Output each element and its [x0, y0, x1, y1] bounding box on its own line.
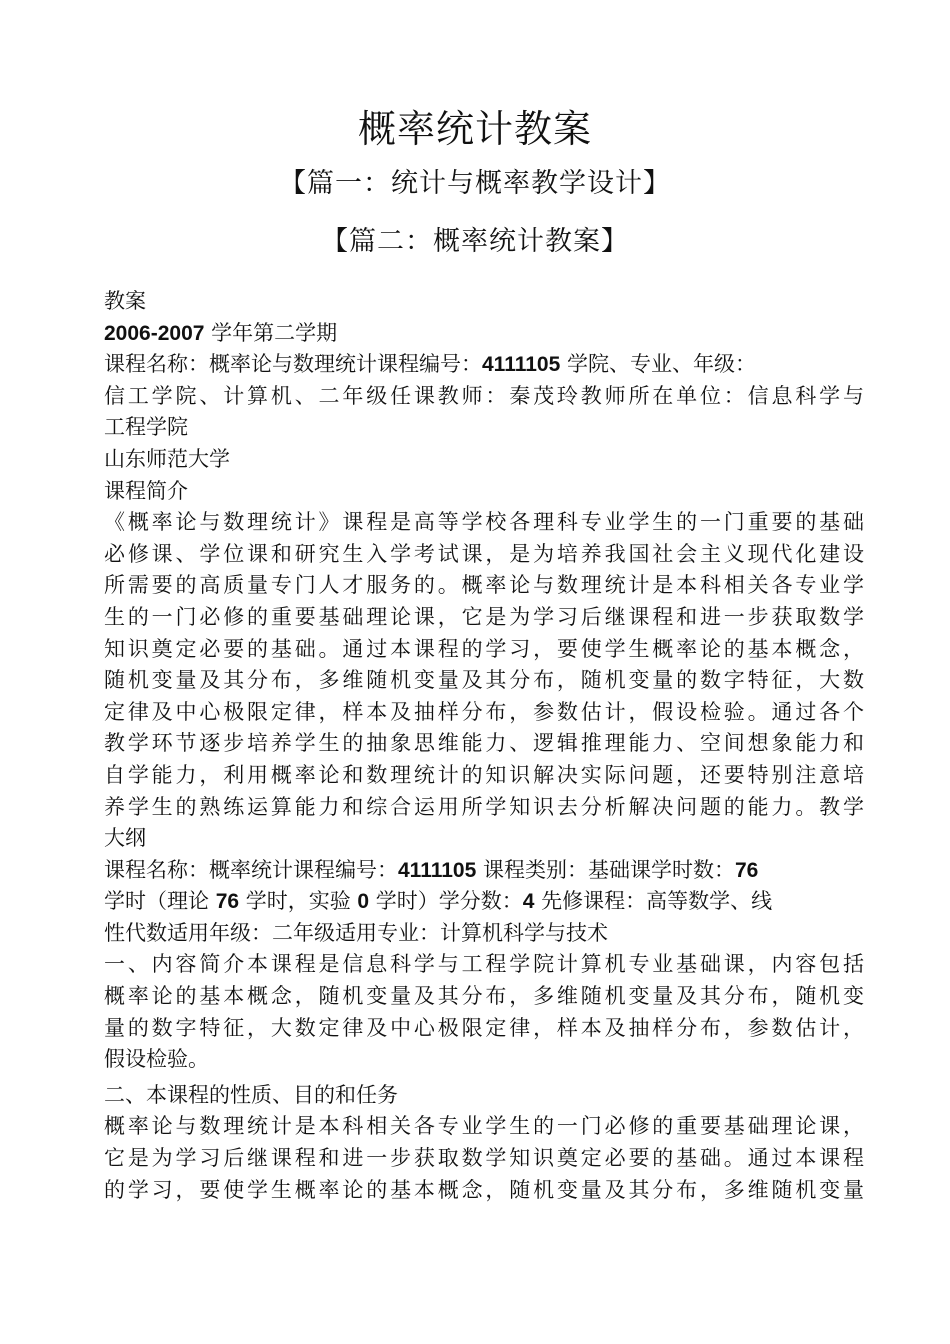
body-line: 知识奠定必要的基础。通过本课程的学习，要使学生概率论的基本概念，: [104, 636, 864, 661]
body-line: 的学习，要使学生概率论的基本概念，随机变量及其分布，多维随机变量: [104, 1177, 864, 1202]
body-line: 必修课、学位课和研究生入学考试课，是为培养我国社会主义现代化建设: [104, 541, 864, 566]
section-heading-2: 【篇二：概率统计教案】: [321, 226, 629, 257]
body-line: 概率论与数理统计是本科相关各专业学生的一门必修的重要基础理论课，: [104, 1114, 864, 1139]
body-line: 假设检验。: [104, 1047, 209, 1072]
body-line: 学时（理论 76 学时，实验 0 学时）学分数：4 先修课程：高等数学、线: [104, 889, 773, 914]
body-line: 《概率论与数理统计》课程是高等学校各理科专业学生的一门重要的基础: [104, 510, 864, 535]
body-line: 山东师范大学: [104, 446, 230, 471]
body-line: 2006-2007 学年第二学期: [104, 320, 338, 345]
document-title: 概率统计教案: [357, 107, 592, 151]
body-line: 随机变量及其分布，多维随机变量及其分布，随机变量的数字特征，大数: [104, 668, 864, 693]
section-heading-1: 【篇一：统计与概率教学设计】: [279, 168, 671, 199]
body-line: 二、本课程的性质、目的和任务: [104, 1082, 398, 1107]
body-line: 它是为学习后继课程和进一步获取数学知识奠定必要的基础。通过本课程: [104, 1146, 864, 1171]
body-line: 工程学院: [104, 415, 188, 440]
body-line: 概率论的基本概念，随机变量及其分布，多维随机变量及其分布，随机变: [104, 984, 864, 1009]
body-line: 一、内容简介本课程是信息科学与工程学院计算机专业基础课，内容包括: [104, 952, 864, 977]
body-line: 大纲: [104, 826, 146, 851]
body-line: 所需要的高质量专门人才服务的。概率论与数理统计是本科相关各专业学: [104, 573, 864, 598]
body-line: 养学生的熟练运算能力和综合运用所学知识去分析解决问题的能力。教学: [104, 794, 864, 819]
body-line: 信工学院、计算机、二年级任课教师：秦茂玲教师所在单位：信息科学与: [104, 383, 864, 408]
body-line: 自学能力，利用概率论和数理统计的知识解决实际问题，还要特别注意培: [104, 762, 864, 787]
body-line: 定律及中心极限定律，样本及抽样分布，参数估计，假设检验。通过各个: [104, 699, 864, 724]
body-line: 性代数适用年级：二年级适用专业：计算机科学与技术: [104, 920, 608, 945]
body-line: 生的一门必修的重要基础理论课，它是为学习后继课程和进一步获取数学: [104, 604, 864, 629]
body-line: 教学环节逐步培养学生的抽象思维能力、逻辑推理能力、空间想象能力和: [104, 731, 864, 756]
body-line: 课程名称：概率统计课程编号：4111105 课程类别：基础课学时数：76: [104, 857, 759, 882]
body-line: 量的数字特征，大数定律及中心极限定律，样本及抽样分布，参数估计，: [104, 1015, 864, 1040]
document-body: [104, 286, 864, 1206]
body-line: 课程名称：概率论与数理统计课程编号：4111105 学院、专业、年级：: [104, 352, 756, 377]
body-line: 教案: [104, 289, 146, 313]
body-line: 课程简介: [104, 478, 188, 503]
